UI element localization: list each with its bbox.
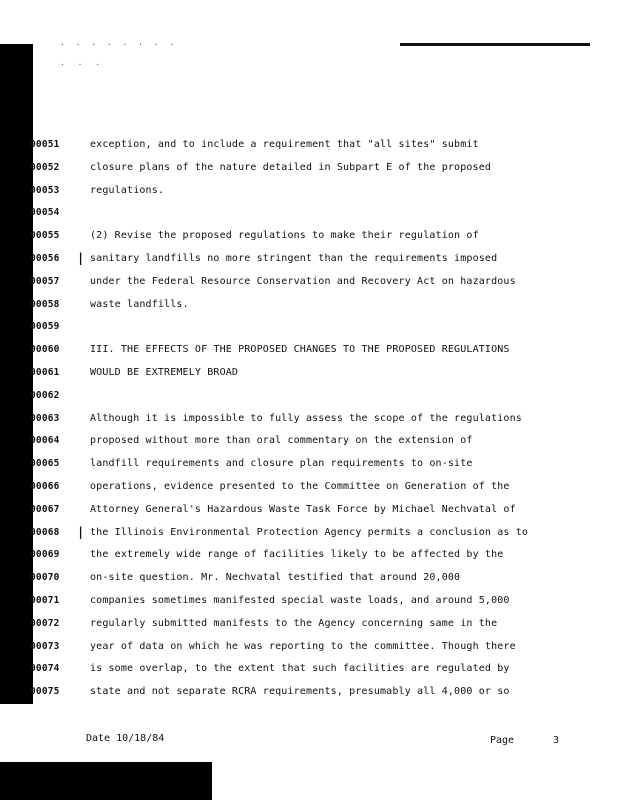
line-number: 00055	[30, 230, 60, 242]
line-number: 00075	[30, 686, 60, 698]
line-number: 00063	[30, 412, 60, 424]
line-number: 00058	[30, 298, 60, 310]
line-number: 00069	[30, 549, 60, 561]
line-text: landfill requirements and closure plan requirements to on-site	[90, 458, 473, 470]
line-number: 00056	[30, 253, 60, 264]
scan-top-line	[400, 43, 590, 46]
line-number: 00059	[30, 321, 60, 333]
line-number: 00061	[30, 367, 60, 378]
line-text: regulations.	[90, 184, 165, 196]
change-bar: |	[77, 524, 85, 539]
line-text: regularly submitted manifests to the Agency concerning same in the	[90, 617, 498, 629]
line-number: 00054	[30, 207, 60, 219]
scan-border-left	[0, 44, 33, 704]
line-text: III. THE EFFECTS OF THE PROPOSED CHANGES TO THE PROPOSED REGULATIONS	[90, 344, 510, 356]
line-number: 00067	[30, 503, 60, 515]
line-text: under the Federal Resource Conservation and Recovery Act on hazardous	[90, 275, 516, 287]
footer-date: Date 10/18/84	[86, 733, 165, 744]
line-number: 00057	[30, 275, 60, 287]
line-text: sanitary landfills no more stringent than the requirements imposed	[90, 253, 498, 264]
line-text: year of data on which he was reporting to the committee. Though there	[90, 640, 516, 652]
line-number: 00073	[30, 640, 60, 652]
line-number: 00072	[30, 617, 60, 629]
line-number: 00068	[30, 526, 60, 538]
line-text: WOULD BE EXTREMELY BROAD	[90, 367, 239, 378]
line-number: 00062	[30, 389, 60, 401]
line-number: 00066	[30, 481, 60, 492]
line-number: 00064	[30, 435, 60, 447]
scan-noise: · · · · · · · ·	[60, 40, 178, 49]
line-text: (2) Revise the proposed regulations to make their regulation of	[90, 230, 479, 242]
change-bar: |	[77, 251, 85, 265]
scan-border-bottom	[0, 762, 212, 800]
line-number: 00074	[30, 663, 60, 675]
scan-noise: · · ·	[60, 60, 105, 69]
line-number: 00051	[30, 139, 60, 150]
line-number: 00052	[30, 161, 60, 173]
line-text: exception, and to include a requirement that "all sites" submit	[90, 139, 479, 150]
line-text: proposed without more than oral commentary on the extension of	[90, 435, 473, 447]
line-text: operations, evidence presented to the Committee on Generation of the	[90, 481, 510, 492]
line-text: state and not separate RCRA requirements, presumably all 4,000 or so	[90, 686, 510, 698]
line-number: 00065	[30, 458, 60, 470]
line-number: 00070	[30, 572, 60, 584]
line-text: Although it is impossible to fully assess the scope of the regulations	[90, 412, 522, 424]
line-number: 00053	[30, 184, 60, 196]
line-text: companies sometimes manifested special waste loads, and around 5,000	[90, 595, 510, 606]
line-text: waste landfills.	[90, 298, 189, 310]
line-number: 00060	[30, 344, 60, 356]
footer-page-label: Page	[490, 735, 515, 746]
line-text: closure plans of the nature detailed in Subpart E of the proposed	[90, 161, 492, 173]
line-number: 00071	[30, 595, 60, 606]
footer-page-number: 3	[553, 735, 560, 746]
line-text: on-site question. Mr. Nechvatal testified that around 20,000	[90, 572, 461, 584]
line-text: the extremely wide range of facilities likely to be affected by the	[90, 549, 504, 561]
line-text: Attorney General's Hazardous Waste Task Force by Michael Nechvatal of	[90, 503, 516, 515]
line-text: the Illinois Environmental Protection Agency permits a conclusion as to	[90, 526, 529, 538]
line-text: is some overlap, to the extent that such facilities are regulated by	[90, 663, 510, 675]
